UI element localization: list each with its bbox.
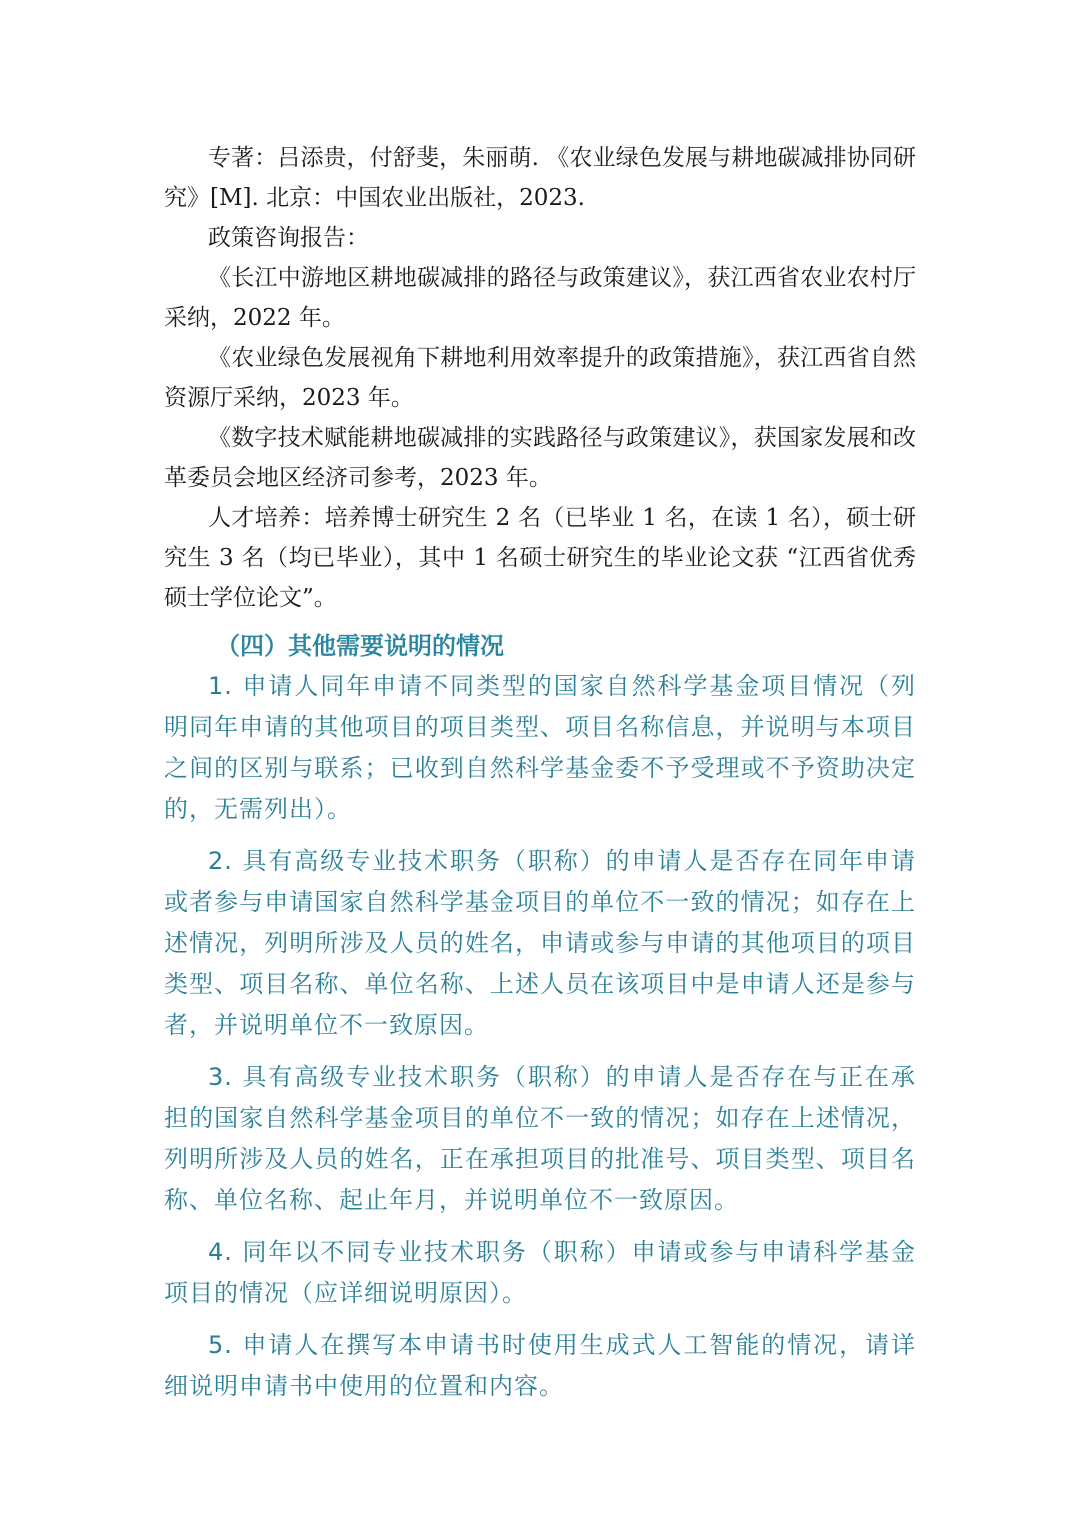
instruction-item-4: 4. 同年以不同专业技术职务（职称）申请或参与申请科学基金项目的情况（应详细说明原因）。: [164, 1238, 916, 1307]
policy-report-item: 《数字技术赋能耕地碳减排的实践路径与政策建议》，获国家发展和改革委员会地区经济司参考，2023 年。: [164, 425, 916, 491]
document-body: [164, 138, 916, 1407]
instruction-item-3: 3. 具有高级专业技术职务（职称）的申请人是否存在与正在承担的国家自然科学基金项目的单位不一致的情况；如存在上述情况，列明所涉及人员的姓名，正在承担项目的批准号、项目类型、项目名称、单位名称、起止年月，并说明单位不一致原因。: [164, 1063, 916, 1214]
policy-report-item: 《长江中游地区耕地碳减排的路径与政策建议》，获江西省农业农村厅采纳，2022 年。: [164, 265, 916, 331]
policy-report-item: 《农业绿色发展视角下耕地利用效率提升的政策措施》，获江西省自然资源厅采纳，2023 年。: [164, 345, 916, 411]
policy-reports-label: 政策咨询报告：: [208, 225, 369, 251]
talent-training-line: 人才培养：培养博士研究生 2 名（已毕业 1 名，在读 1 名），硕士研究生 3 名（均已毕业），其中 1 名硕士研究生的毕业论文获 “江西省优秀硕士学位论文”。: [164, 505, 916, 611]
monograph-line: 专著：吕添贵，付舒斐，朱丽萌. 《农业绿色发展与耕地碳减排协同研究》[M]. 北京：中国农业出版社，2023.: [164, 145, 916, 211]
instruction-item-5: 5. 申请人在撰写本申请书时使用生成式人工智能的情况，请详细说明申请书中使用的位置和内容。: [164, 1331, 916, 1400]
section-heading: （四）其他需要说明的情况: [216, 632, 504, 660]
instruction-item-2: 2. 具有高级专业技术职务（职称）的申请人是否存在同年申请或者参与申请国家自然科学基金项目的单位不一致的情况；如存在上述情况，列明所涉及人员的姓名，申请或参与申请的其他项目的项目类型、项目名称、单位名称、上述人员在该项目中是申请人还是参与者，并说明单位不一致原因。: [164, 847, 916, 1039]
instruction-item-1: 1. 申请人同年申请不同类型的国家自然科学基金项目情况（列明同年申请的其他项目的项目类型、项目名称信息，并说明与本项目之间的区别与联系；已收到自然科学基金委不予受理或不予资助决定的，无需列出）。: [164, 672, 916, 823]
